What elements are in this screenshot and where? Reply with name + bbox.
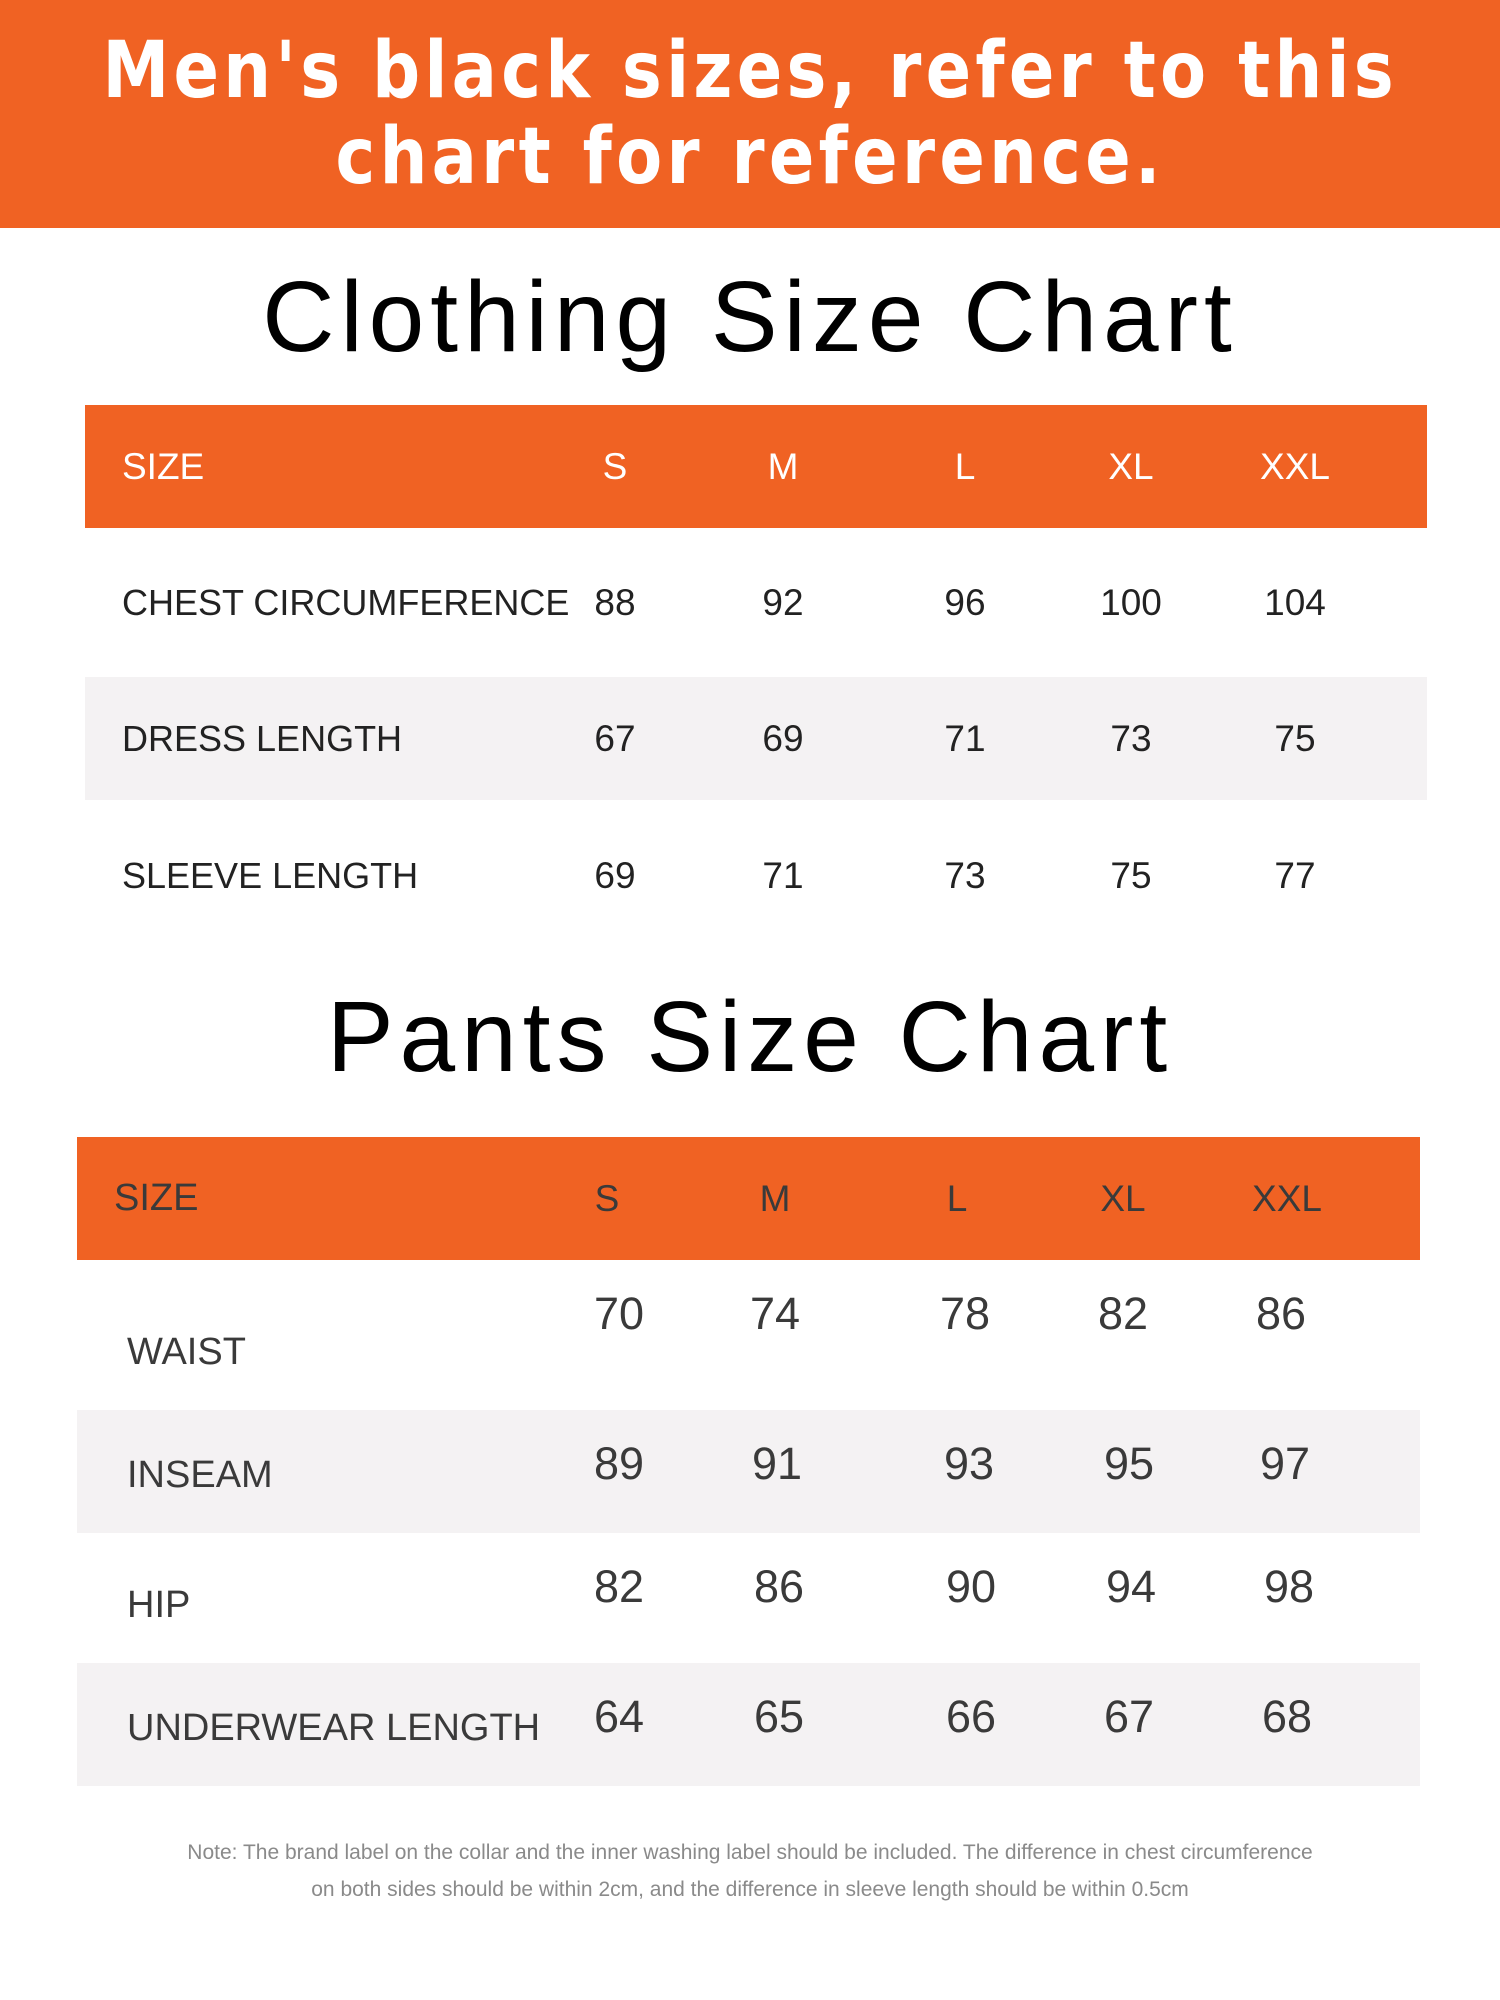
table-cell: 95: [1103, 1438, 1155, 1489]
table-cell: 96: [944, 581, 986, 623]
table-cell: 98: [1263, 1561, 1315, 1612]
table-cell: 66: [945, 1691, 997, 1742]
table-cell: 94: [1105, 1561, 1157, 1612]
table-row: [85, 528, 1427, 677]
pants-chart-title: Pants Size Chart: [326, 981, 1174, 1093]
header-cell-size: SIZE: [122, 445, 205, 487]
table-row: [77, 1663, 1420, 1786]
table-cell: 65: [753, 1691, 805, 1742]
row-label: HIP: [127, 1584, 191, 1626]
table-cell: 78: [939, 1288, 991, 1339]
header-cell-l: L: [954, 445, 976, 487]
note-line-1: Note: The brand label on the collar and the inner washing label should be included. The difference in chest circumference: [187, 1841, 1313, 1864]
row-label: SLEEVE LENGTH: [122, 855, 419, 896]
table-row: [85, 800, 1427, 952]
header-cell-xl: XL: [1100, 1177, 1146, 1219]
table-cell: 67: [594, 717, 636, 759]
note-line-2: on both sides should be within 2cm, and the difference in sleeve length should be within 0.5cm: [311, 1878, 1189, 1901]
header-cell-xxl: XXL: [1260, 445, 1330, 487]
row-label: CHEST CIRCUMFERENCE: [122, 581, 570, 623]
header-cell-m: M: [767, 445, 799, 487]
table-cell: 73: [1110, 717, 1152, 759]
table-cell: 82: [1097, 1288, 1149, 1339]
row-label: UNDERWEAR LENGTH: [127, 1707, 541, 1749]
table-cell: 86: [753, 1561, 805, 1612]
header-cell-l: L: [946, 1177, 968, 1219]
table-cell: 71: [762, 855, 804, 896]
table-cell: 74: [749, 1288, 801, 1339]
table-header-row: [77, 1137, 1420, 1260]
table-cell: 67: [1103, 1691, 1155, 1742]
table-cell: 82: [593, 1561, 645, 1612]
row-label: WAIST: [127, 1331, 246, 1373]
table-cell: 89: [593, 1438, 645, 1489]
row-label: DRESS LENGTH: [122, 717, 403, 759]
table-cell: 86: [1255, 1288, 1307, 1339]
table-cell: 75: [1110, 855, 1152, 896]
table-cell: 75: [1274, 717, 1316, 759]
header-cell-size: SIZE: [114, 1177, 199, 1219]
table-row: [85, 677, 1427, 800]
pants-size-table: [77, 1137, 1420, 1786]
table-cell: 92: [762, 581, 804, 623]
table-cell: 69: [762, 717, 804, 759]
table-cell: 97: [1259, 1438, 1311, 1489]
header-cell-m: M: [759, 1177, 791, 1219]
banner-line-1: Men's black sizes, refer to this: [102, 26, 1398, 116]
row-label: INSEAM: [127, 1454, 273, 1496]
table-cell: 104: [1264, 581, 1326, 623]
table-header-row: [85, 405, 1427, 528]
header-cell-s: S: [594, 1177, 620, 1219]
banner-line-2: chart for reference.: [335, 112, 1165, 202]
table-cell: 100: [1100, 581, 1162, 623]
table-cell: 90: [945, 1561, 997, 1612]
clothing-chart-title: Clothing Size Chart: [262, 261, 1238, 373]
table-cell: 71: [944, 717, 986, 759]
table-row: [77, 1533, 1420, 1663]
measurement-note: [0, 1834, 1500, 1908]
clothing-size-table: [85, 405, 1427, 952]
table-cell: 91: [751, 1438, 803, 1489]
table-cell: 73: [944, 855, 986, 896]
table-cell: 68: [1261, 1691, 1313, 1742]
table-cell: 88: [594, 581, 636, 623]
table-cell: 64: [593, 1691, 645, 1742]
table-cell: 93: [943, 1438, 995, 1489]
table-cell: 77: [1274, 855, 1316, 896]
header-cell-s: S: [602, 445, 628, 487]
header-banner: [0, 0, 1500, 228]
table-row: [77, 1260, 1420, 1410]
table-cell: 70: [593, 1288, 645, 1339]
header-cell-xl: XL: [1108, 445, 1154, 487]
header-cell-xxl: XXL: [1252, 1177, 1322, 1219]
table-cell: 69: [594, 855, 636, 896]
table-row: [77, 1410, 1420, 1533]
